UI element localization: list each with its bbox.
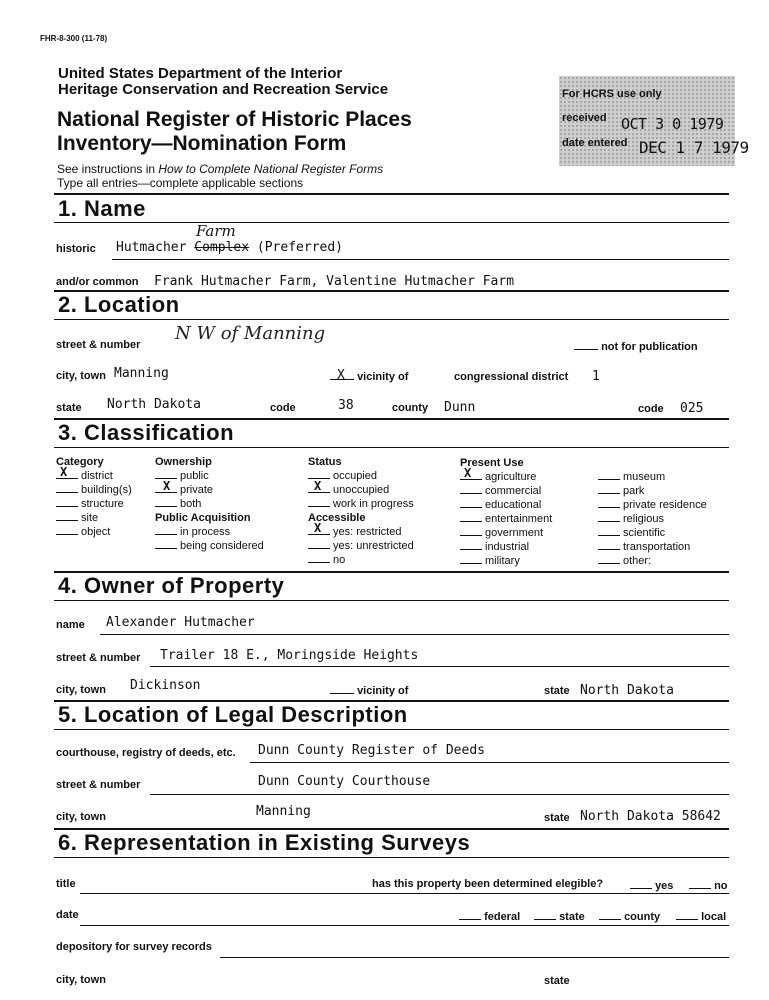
field-underline xyxy=(150,666,729,667)
agency-line-2: Heritage Conservation and Recreation Service xyxy=(58,81,389,98)
field-underline xyxy=(100,634,729,635)
county-label: county xyxy=(392,402,429,414)
state-code-value: 38 xyxy=(338,398,354,413)
status-unoccupied: X unoccupied xyxy=(308,483,414,497)
courthouse-label: courthouse, registry of deeds, etc. xyxy=(56,747,236,759)
status-column xyxy=(308,455,414,567)
use-private-residence: private residence xyxy=(598,498,707,512)
stamp-header: For HCRS use only xyxy=(562,88,662,100)
use-agriculture: X agriculture xyxy=(460,470,552,484)
field-underline xyxy=(80,893,729,894)
accessible-yes-unrestricted: yes: unrestricted xyxy=(308,539,414,553)
use-scientific: scientific xyxy=(598,526,707,540)
eligible-yes: yes xyxy=(630,879,673,892)
category-column xyxy=(56,455,132,539)
courthouse-value: Dunn County Register of Deeds xyxy=(258,743,485,758)
owner-name-label: name xyxy=(56,619,85,631)
city-town-label: city, town xyxy=(56,370,106,382)
state-label: state xyxy=(56,402,82,414)
survey-title-label: title xyxy=(56,878,76,890)
form-title-line-1: National Register of Historic Places xyxy=(57,108,412,131)
accessible-header: Accessible xyxy=(308,512,366,524)
stamp-entered-label: date entered xyxy=(562,137,628,149)
congressional-district-label: congressional district xyxy=(454,371,569,383)
field-underline xyxy=(220,957,729,958)
historic-handwritten-correction: Farm xyxy=(196,222,236,240)
category-buildings: building(s) xyxy=(56,483,132,497)
survey-state: state xyxy=(534,910,585,923)
use-entertainment: entertainment xyxy=(460,512,552,526)
ownership-both: both xyxy=(155,497,264,511)
legal-city-value: Manning xyxy=(256,804,311,819)
use-educational: educational xyxy=(460,498,552,512)
not-for-publication: not for publication xyxy=(574,340,698,353)
county-value: Dunn xyxy=(444,400,476,415)
depository-label: depository for survey records xyxy=(56,941,212,953)
use-other: other: xyxy=(598,554,707,568)
owner-state-label: state xyxy=(544,685,570,697)
category-header: Category xyxy=(56,456,104,468)
rule xyxy=(54,222,729,223)
use-religious: religious xyxy=(598,512,707,526)
state-value: North Dakota xyxy=(107,397,201,412)
field-underline xyxy=(112,259,729,260)
category-site: site xyxy=(56,511,132,525)
rule xyxy=(54,600,729,601)
historic-value: Hutmacher Complex (Preferred) xyxy=(116,240,343,255)
legal-street-value: Dunn County Courthouse xyxy=(258,774,431,789)
historic-struck-word: Complex xyxy=(194,240,250,255)
survey-federal: federal xyxy=(459,910,520,923)
status-work-in-progress: work in progress xyxy=(308,497,414,511)
public-acquisition-header: Public Acquisition xyxy=(155,512,251,524)
ownership-private: X private xyxy=(155,483,264,497)
acquisition-in-process: in process xyxy=(155,525,264,539)
owner-street-value: Trailer 18 E., Moringside Heights xyxy=(160,648,419,663)
use-industrial: industrial xyxy=(460,540,552,554)
use-government: government xyxy=(460,526,552,540)
agency-line-1: United States Department of the Interior xyxy=(58,65,343,82)
status-header: Status xyxy=(308,456,342,468)
legal-state-label: state xyxy=(544,812,570,824)
present-use-column xyxy=(460,456,552,568)
field-underline xyxy=(150,794,729,795)
instructions-line-2: Type all entries—complete applicable sections xyxy=(57,176,304,190)
street-number-label: street & number xyxy=(56,339,141,351)
common-name-label: and/or common xyxy=(56,276,139,288)
county-code-label: code xyxy=(638,403,664,415)
stamp-received-date: OCT 3 0 1979 xyxy=(621,115,724,133)
present-use-header: Present Use xyxy=(460,457,524,469)
street-handwritten-value: N W of Manning xyxy=(175,323,326,344)
owner-street-label: street & number xyxy=(56,652,141,664)
historic-label: historic xyxy=(56,243,96,255)
category-district: X district xyxy=(56,469,132,483)
accessible-yes-restricted: X yes: restricted xyxy=(308,525,414,539)
acquisition-being-considered: being considered xyxy=(155,539,264,553)
section-6-heading: 6. Representation in Existing Surveys xyxy=(58,830,471,855)
stamp-entered-date: DEC 1 7 1979 xyxy=(639,138,749,157)
stamp-received-label: received xyxy=(562,112,607,124)
legal-city-label: city, town xyxy=(56,811,106,823)
eligible-question: has this property been determined elegible? xyxy=(372,878,604,890)
field-underline xyxy=(80,925,729,926)
vicinity-mark: X xyxy=(337,368,345,383)
hcrs-stamp xyxy=(559,76,749,166)
survey-local: local xyxy=(676,910,726,923)
use-park: park xyxy=(598,484,707,498)
section-5-heading: 5. Location of Legal Description xyxy=(58,702,408,727)
common-name-value: Frank Hutmacher Farm, Valentine Hutmacher Farm xyxy=(154,274,515,289)
congressional-district-value: 1 xyxy=(592,369,600,384)
present-use-column-2 xyxy=(598,470,707,568)
survey-date-label: date xyxy=(56,909,79,921)
use-museum: museum xyxy=(598,470,707,484)
instructions-line-1: See instructions in How to Complete National Register Forms xyxy=(57,162,384,176)
county-code-value: 025 xyxy=(680,401,704,416)
ownership-public: public xyxy=(155,469,264,483)
legal-street-label: street & number xyxy=(56,779,141,791)
form-number: FHR-8-300 (11-78) xyxy=(40,34,108,43)
owner-name-value: Alexander Hutmacher xyxy=(106,615,255,630)
city-town-value: Manning xyxy=(114,366,169,381)
rule xyxy=(54,447,729,448)
use-commercial: commercial xyxy=(460,484,552,498)
survey-county: county xyxy=(599,910,660,923)
ownership-column xyxy=(155,455,264,553)
rule xyxy=(54,729,729,730)
rule xyxy=(54,857,729,858)
ownership-header: Ownership xyxy=(155,456,212,468)
owner-vicinity: vicinity of xyxy=(330,684,408,697)
vicinity-of: vicinity of xyxy=(330,370,408,383)
form-title-line-2: Inventory—Nomination Form xyxy=(57,132,347,155)
section-1-heading: 1. Name xyxy=(58,196,146,221)
owner-city-value: Dickinson xyxy=(130,678,201,693)
use-military: military xyxy=(460,554,552,568)
owner-city-label: city, town xyxy=(56,684,106,696)
instructions-book-title: How to Complete National Register Forms xyxy=(158,162,384,176)
status-occupied: occupied xyxy=(308,469,414,483)
use-transportation: transportation xyxy=(598,540,707,554)
section-3-heading: 3. Classification xyxy=(58,420,235,445)
survey-state-label: state xyxy=(544,975,570,987)
legal-state-value: North Dakota 58642 xyxy=(580,809,721,824)
rule xyxy=(54,319,729,320)
eligible-no: no xyxy=(689,879,728,892)
field-underline xyxy=(250,762,729,763)
category-structure: structure xyxy=(56,497,132,511)
section-4-heading: 4. Owner of Property xyxy=(58,573,285,598)
rule xyxy=(54,193,729,195)
survey-city-label: city, town xyxy=(56,974,106,986)
code-label: code xyxy=(270,402,296,414)
category-object: object xyxy=(56,525,132,539)
owner-state-value: North Dakota xyxy=(580,683,674,698)
section-2-heading: 2. Location xyxy=(58,292,180,317)
accessible-no: no xyxy=(308,553,414,567)
